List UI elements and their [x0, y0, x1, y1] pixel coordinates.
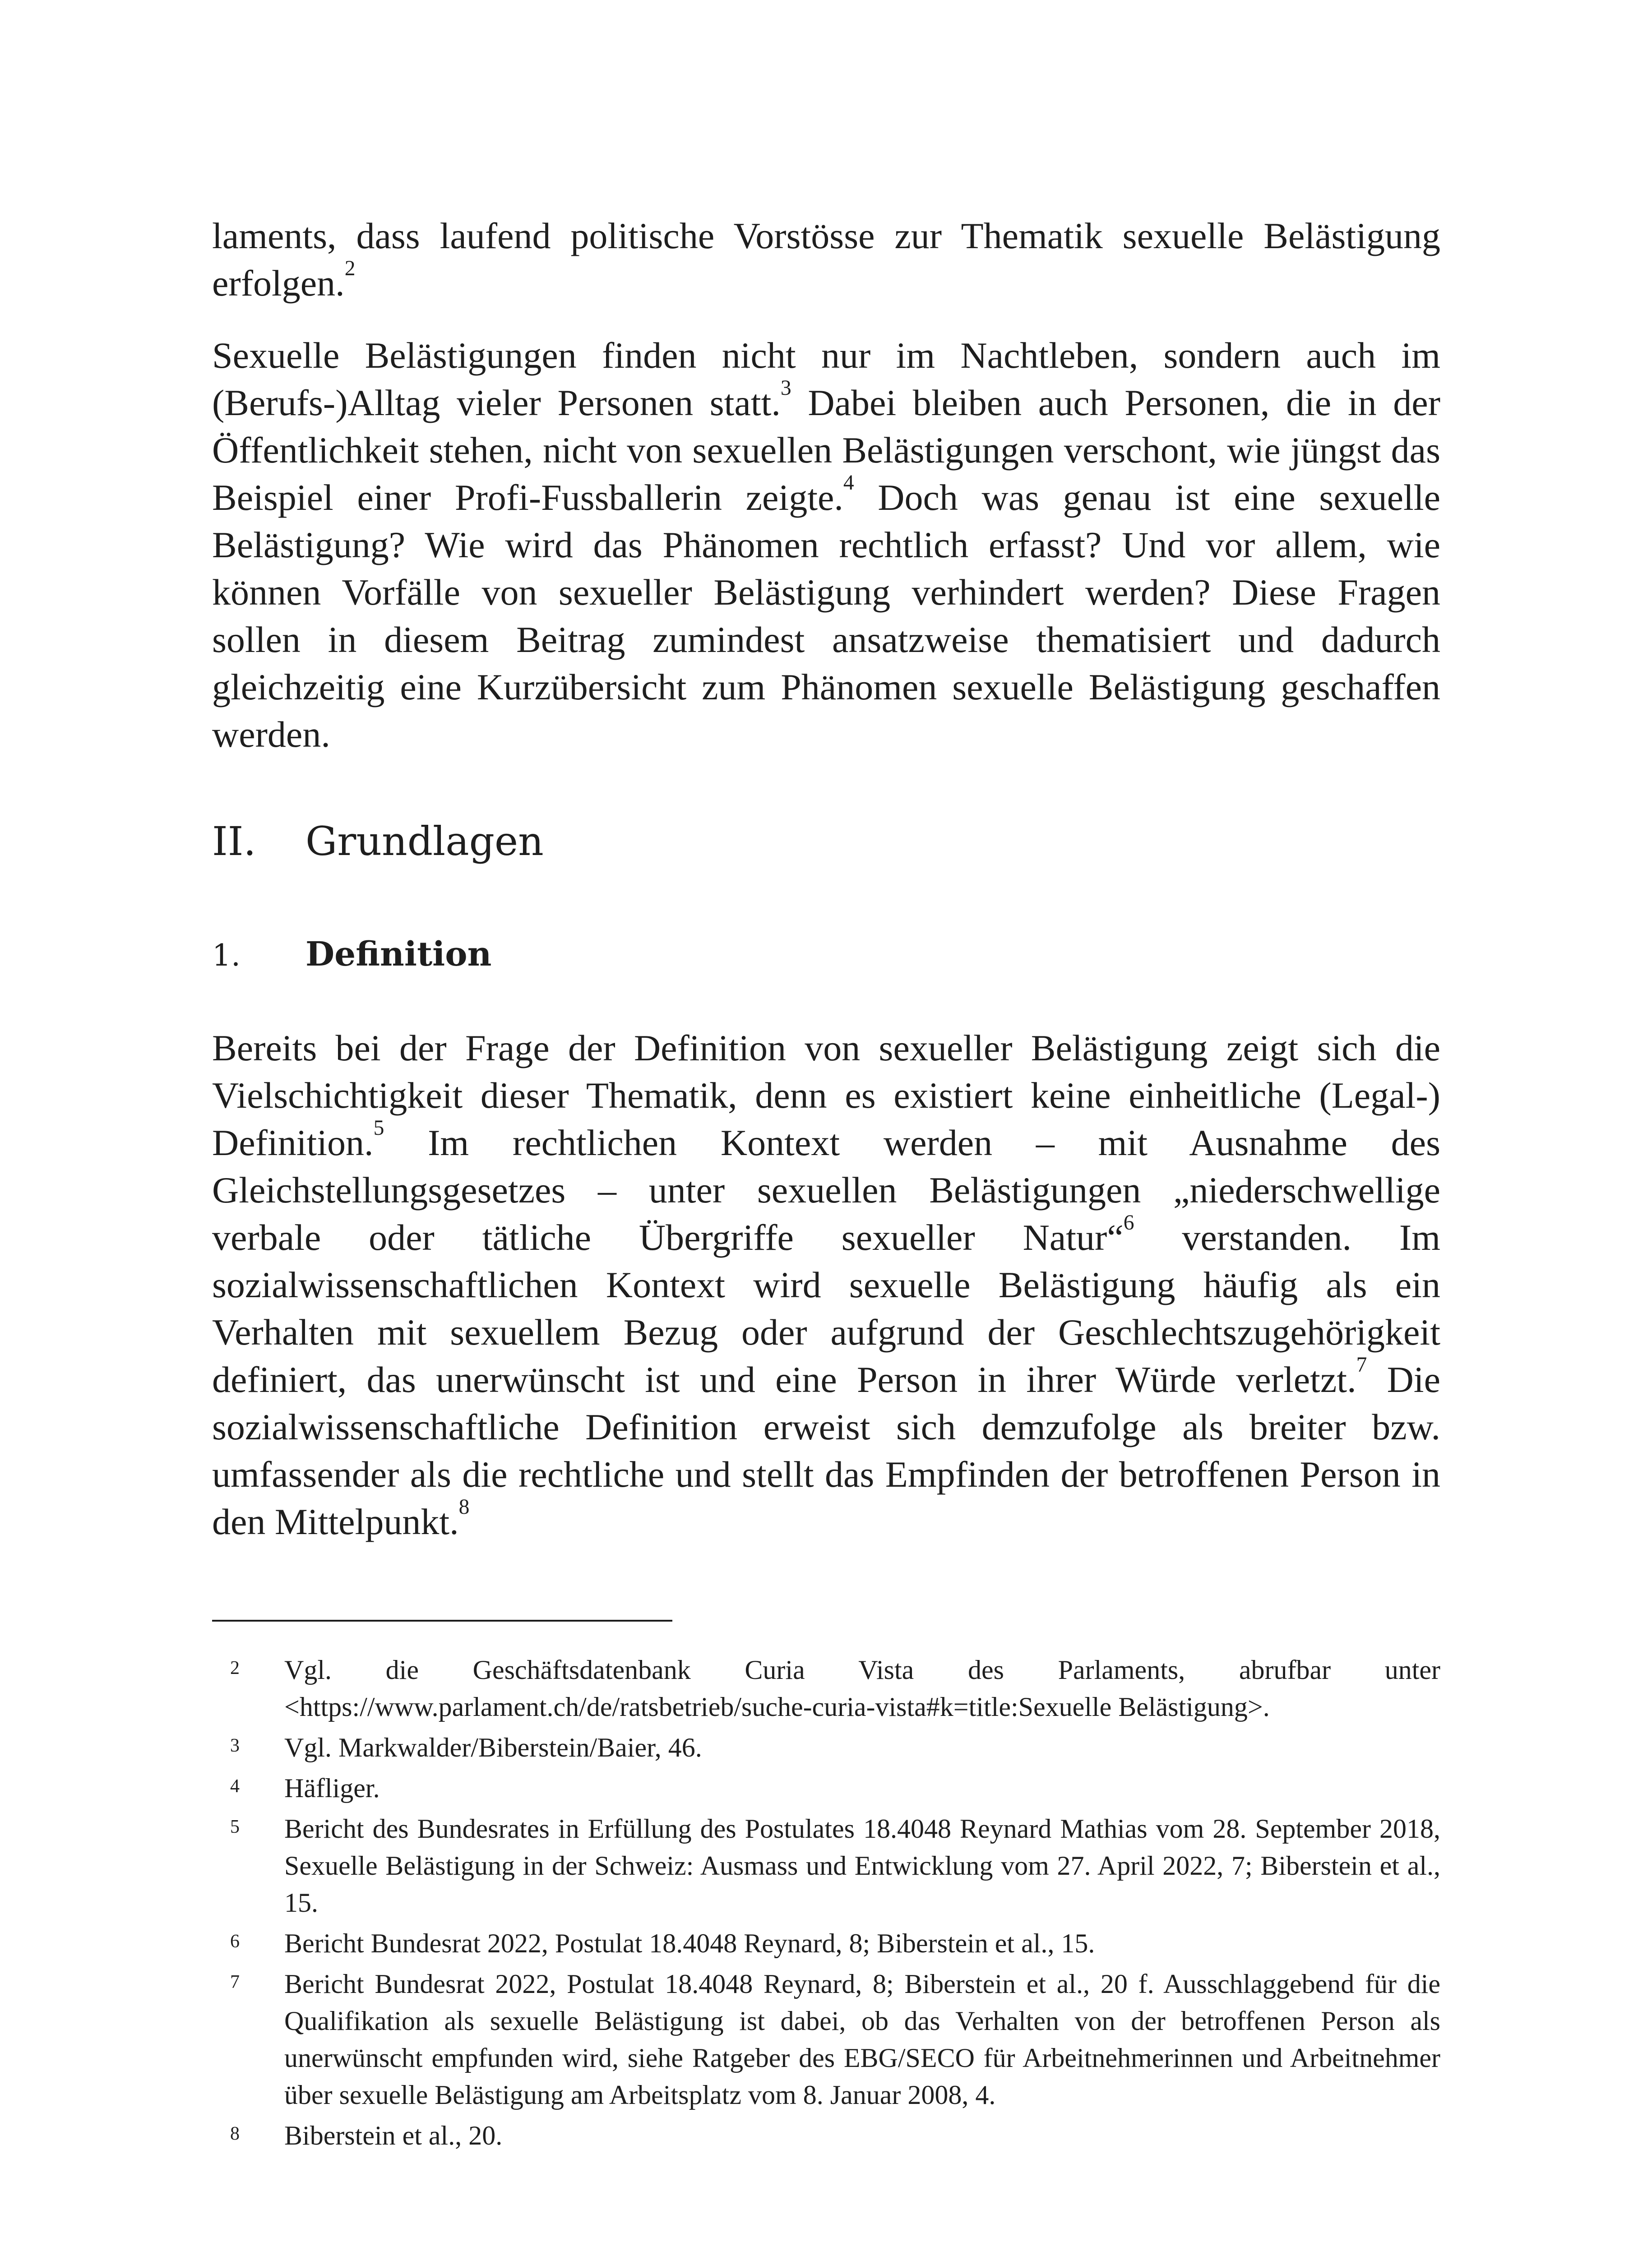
footnotes: [212, 1651, 1440, 2158]
footnote-number: 8: [230, 2123, 240, 2144]
paragraph-definition: [212, 1024, 1440, 1545]
paragraph-text: Sexuelle Belästigungen finden nicht nur im Nachtleben, sondern auch im (Berufs-)Alltag vieler Personen statt.: [212, 335, 1440, 423]
section-title: Grundlagen: [305, 818, 544, 864]
footnote-number: 6: [230, 1931, 240, 1952]
footnote-number: 5: [230, 1817, 240, 1837]
footnote-item: [212, 1770, 1440, 1807]
subsection-number: 1.: [212, 938, 241, 973]
section-heading: [212, 817, 544, 866]
footnote-item: [212, 2117, 1440, 2154]
footnote-ref[interactable]: 2: [344, 256, 356, 280]
footnote-number: 3: [230, 1735, 240, 1756]
paragraph-harassment-context: [212, 332, 1440, 758]
footnote-item: [212, 1965, 1440, 2113]
footnote-text: Bericht Bundesrat 2022, Postulat 18.4048 Reynard, 8; Biberstein et al., 15.: [284, 1928, 1095, 1958]
footnote-ref[interactable]: 5: [373, 1116, 384, 1140]
subsection-heading: [212, 932, 491, 978]
footnote-item: [212, 1729, 1440, 1766]
paragraph-text: Bereits bei der Frage der Definition von sexueller Belästigung zeigt sich die Vielschichtigkeit dieser Thematik, denn es existiert keine einheitliche (Legal-) Definition.: [212, 1027, 1440, 1163]
footnote-ref[interactable]: 4: [843, 471, 854, 495]
paragraph-text: Doch was genau ist eine sexuelle Belästigung? Wie wird das Phänomen rechtlich erfasst? Und vor allem, wie können Vorfälle von sexueller Belästigung verhindert werden? Diese Fragen sollen in diesem Beitrag zumindest ansatzweise thematisiert und dadurch gleichzeitig eine Kurzübersicht zum Phänomen sexuelle Belästigung geschaffen werden.: [212, 477, 1440, 755]
footnote-text: Vgl. die Geschäftsdatenbank Curia Vista des Parlaments, abrufbar unter <https://www.parlament.ch/de/ratsbetrieb/suche-curia-vista#k=title:Sexuelle Belästigung>.: [284, 1655, 1440, 1722]
paragraph-text: Die sozialwissenschaftliche Definition erweist sich demzufolge als breiter bzw. umfassender als die rechtliche und stellt das Empfinden der betroffenen Person in den Mittelpunkt.: [212, 1359, 1440, 1542]
paragraph-text: Dabei bleiben auch Personen, die in der Öffentlichkeit stehen, nicht von sexuellen Belästigungen verschont, wie jüngst das Beispiel einer Profi-Fussballerin zeigte.: [212, 382, 1441, 518]
footnote-item: [212, 1925, 1440, 1962]
section-number: II.: [212, 818, 256, 864]
paragraph-intro-continuation: [212, 212, 1440, 307]
footnote-ref[interactable]: 7: [1356, 1353, 1367, 1377]
footnote-ref[interactable]: 6: [1123, 1211, 1134, 1234]
footnote-number: 7: [230, 1972, 240, 1992]
paragraph-text: laments, dass laufend politische Vorstösse zur Thematik sexuelle Belästigung erfolgen.: [212, 215, 1440, 304]
footnote-text: Bericht Bundesrat 2022, Postulat 18.4048 Reynard, 8; Biberstein et al., 20 f. Ausschlaggebend für die Qualifikation als sexuelle Belästigung ist dabei, ob das Verhalten von der betroffenen Person als unerwünscht empfunden wird, siehe Ratgeber des EBG/SECO für Arbeitnehmerinnen und Arbeitnehmer über sexuelle Belästigung am Arbeitsplatz vom 8. Januar 2008, 4.: [284, 1969, 1440, 2110]
footnote-item: [212, 1651, 1440, 1725]
footnote-item: [212, 1810, 1440, 1921]
footnote-ref[interactable]: 8: [458, 1495, 470, 1519]
footnote-text: Bericht des Bundesrates in Erfüllung des Postulates 18.4048 Reynard Mathias vom 28. September 2018, Sexuelle Belästigung in der Schweiz: Ausmass und Entwicklung vom 27. April 2022, 7; Biberstein et al., 15.: [284, 1814, 1440, 1918]
footnote-number: 2: [230, 1658, 240, 1678]
footnote-text: Biberstein et al., 20.: [284, 2121, 503, 2150]
subsection-title: Definition: [305, 935, 492, 974]
footnote-text: Vgl. Markwalder/Biberstein/Baier, 46.: [284, 1733, 702, 1762]
paragraph-text: Im rechtlichen Kontext werden – mit Ausnahme des Gleichstellungsgesetzes – unter sexuellen Belästigungen „niederschwellige verbale oder tätliche Übergriffe sexueller Natur“: [212, 1122, 1440, 1258]
footnote-number: 4: [230, 1776, 240, 1797]
footnote-ref[interactable]: 3: [780, 376, 791, 400]
footnote-separator: [212, 1620, 672, 1622]
paragraph-text: verstanden. Im sozialwissenschaftlichen Kontext wird sexuelle Belästigung häufig als ein Verhalten mit sexuellem Bezug oder aufgrund der Geschlechtszugehörigkeit definiert, das unerwünscht ist und eine Person in ihrer Würde verletzt.: [212, 1217, 1440, 1400]
footnote-text: Häfliger.: [284, 1773, 380, 1803]
